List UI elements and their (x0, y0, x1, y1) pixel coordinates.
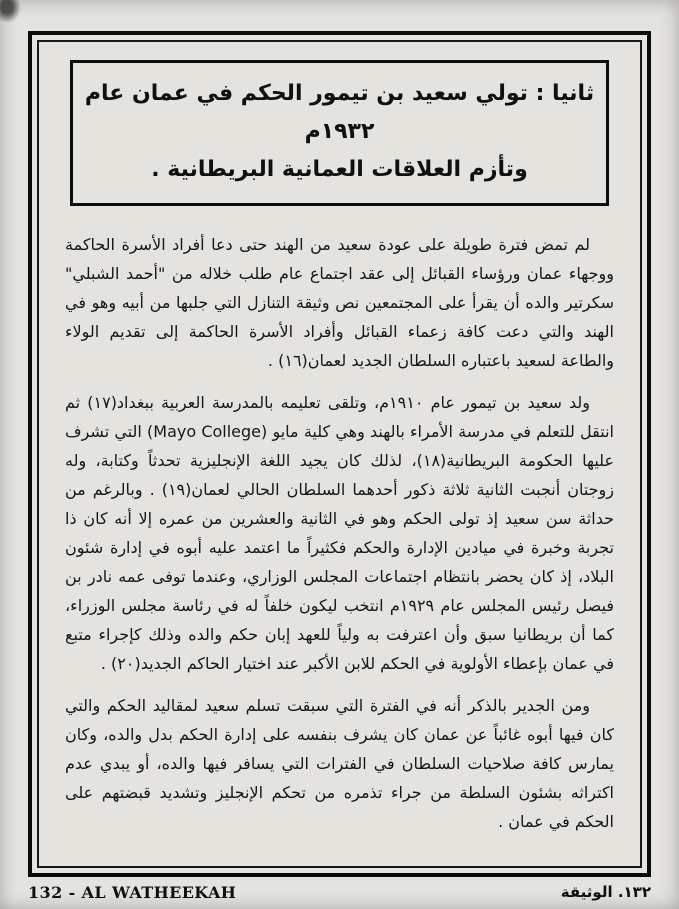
paragraph-1: لم تمض فترة طويلة على عودة سعيد من الهند حتى دعا أفراد الأسرة الحاكمة ووجهاء عمان ورؤساء القبائل إلى عقد اجتماع عام طلب خلاله من "أحمد الشبلي" سكرتير والده أن يقرأ على المجتمعين نص وثيقة التنازل التي جلبها من أبيه وهو في الهند والتي دعت كافة زعماء القبائل وأفراد الأسرة الحاكمة إلى تقديم الولاء والطاعة لسعيد باعتباره السلطان الجديد لعمان(١٦) . (65, 235, 614, 370)
footer-page-number-latin: 132 - AL WATHEEKAH (28, 882, 237, 902)
page-frame-inner (37, 40, 642, 868)
scan-artifact (0, 0, 21, 23)
title-box (70, 60, 609, 206)
page-footer (28, 879, 651, 905)
page-frame-outer (28, 31, 651, 877)
body-text (65, 230, 614, 836)
paragraph-3: ومن الجدير بالذكر أنه في الفترة التي سبقت تسلم سعيد لمقاليد الحكم والتي كان فيها أبوه غائباً عن عمان كان يشرف بنفسه على إدارة الحكم بدل والده، وكان يمارس كافة صلاحيات السلطان في الفترات التي يسافر فيها والده، أو يبدي عدم اكتراثه بشئون السلطة من جراء تذمره من تحكم الإنجليز وتشديد قبضتهم على الحكم في عمان . (65, 696, 614, 831)
paragraph-2: ولد سعيد بن تيمور عام ١٩١٠م، وتلقى تعليمه بالمدرسة العربية ببغداد(١٧) ثم انتقل للتعلم في مدرسة الأمراء بالهند وهي كلية مايو (Mayo College) التي تشرف عليها الحكومة البريطانية(١٨)، لذلك كان يجيد اللغة الإنجليزية تحدثاً وكتابة، وله زوجتان أنجبت الثانية ثلاثة ذكور أحدهما السلطان الحالي لعمان(١٩) . وبالرغم من حداثة سن سعيد إذ تولى الحكم وهو في الثانية والعشرين من عمره إلا أنه كان ذا تجربة وخبرة في ميادين الإدارة والحكم فكثيراً ما اعتمد عليه أبوه في إدارة شئون البلاد، إذ كان يحضر بانتظام اجتماعات المجلس الوزاري، وعندما توفى عمه نادر بن فيصل رئيس المجلس عام ١٩٢٩م انتخب ليكون خلفاً له في رئاسة مجلس الوزراء، كما أن بريطانيا سبق وأن اعترفت به ولياً للعهد إبان حكم والده وذلك كإجراء متبع في عمان بإعطاء الأولوية في الحكم للابن الأكبر عند اختيار الحاكم الجديد(٢٠) . (65, 393, 615, 673)
page-title-line-1: ثانيا : تولي سعيد بن تيمور الحكم في عمان عام ١٩٣٢م (84, 81, 595, 144)
footer-page-number-arabic: ١٣٢. الوثيقة (560, 883, 651, 901)
page-title-line-2: وتأزم العلاقات العمانية البريطانية . (151, 157, 528, 182)
